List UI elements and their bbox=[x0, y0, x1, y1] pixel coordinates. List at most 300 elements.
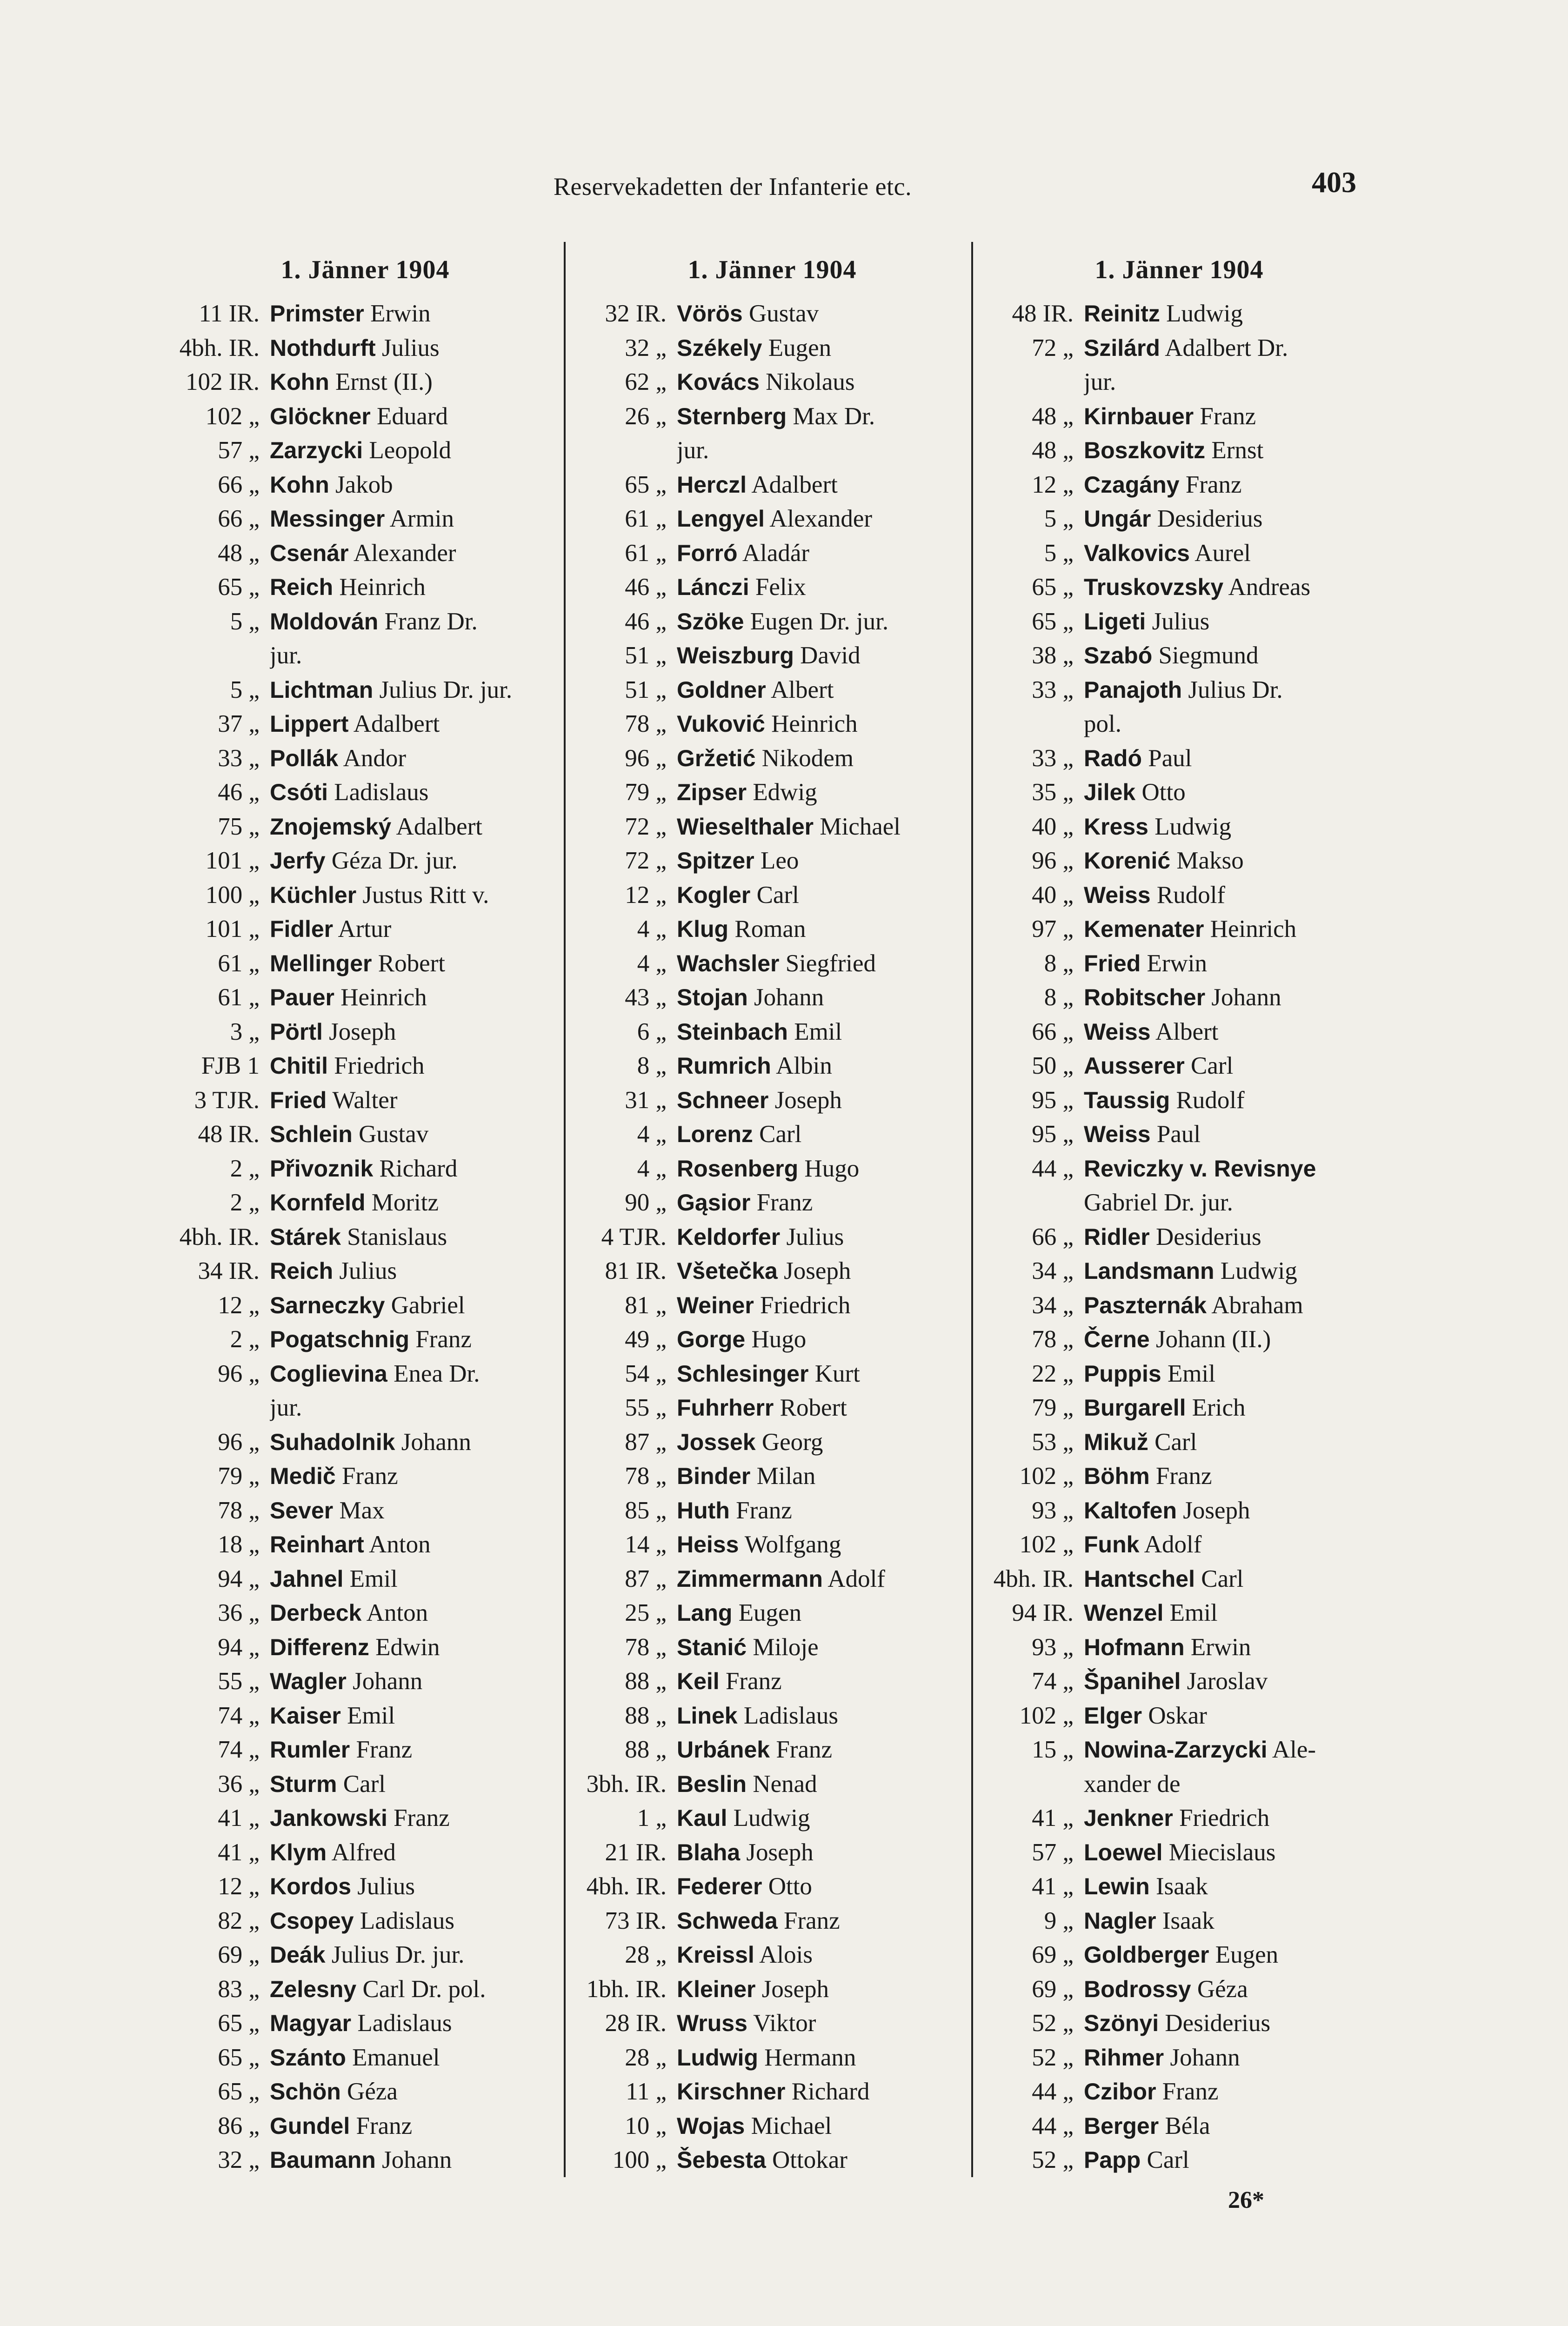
person-name bbox=[677, 1767, 965, 1802]
roster-entry bbox=[579, 468, 965, 502]
roster-list bbox=[579, 297, 965, 2178]
person-name bbox=[1084, 878, 1372, 913]
person-name bbox=[677, 1117, 965, 1152]
roster-entry bbox=[579, 2041, 965, 2075]
given-name: Emil bbox=[1169, 1599, 1218, 1626]
unit-label: 49 „ bbox=[625, 1326, 667, 1353]
given-name: xander de bbox=[1084, 1770, 1181, 1798]
given-name: Anton bbox=[369, 1531, 431, 1558]
unit-label: 93 „ bbox=[1032, 1633, 1074, 1661]
person-name bbox=[270, 1015, 558, 1049]
unit-label: 25 „ bbox=[625, 1599, 667, 1626]
person-name bbox=[1084, 1220, 1372, 1255]
roster-entry bbox=[986, 844, 1372, 878]
roster-entry bbox=[579, 844, 965, 878]
person-name bbox=[1084, 570, 1372, 605]
person-name bbox=[677, 1323, 965, 1357]
unit-label: 66 „ bbox=[1032, 1223, 1074, 1250]
roster-entry bbox=[579, 365, 965, 400]
person-name bbox=[270, 912, 558, 947]
roster-entry bbox=[172, 1015, 558, 1049]
surname: Ligeti bbox=[1084, 608, 1146, 635]
person-name bbox=[677, 1562, 965, 1597]
person-name bbox=[270, 1425, 558, 1460]
given-name: Rudolf bbox=[1176, 1086, 1245, 1114]
person-name bbox=[1084, 1596, 1372, 1631]
surname: Keldorfer bbox=[677, 1223, 781, 1250]
person-name bbox=[1084, 844, 1372, 878]
person-name bbox=[270, 1836, 558, 1870]
surname: Zimmermann bbox=[677, 1565, 823, 1592]
roster-entry bbox=[172, 1664, 558, 1699]
roster-entry bbox=[986, 1870, 1372, 1904]
unit-label: 69 „ bbox=[218, 1941, 260, 1968]
given-name: Nikodem bbox=[761, 744, 854, 772]
person-name bbox=[270, 1357, 558, 1391]
surname: Pogatschnig bbox=[270, 1326, 410, 1352]
roster-entry bbox=[579, 297, 965, 331]
surname: Forró bbox=[677, 540, 738, 566]
roster-entry bbox=[579, 1289, 965, 1323]
unit-label: 75 „ bbox=[218, 813, 260, 840]
roster-entry bbox=[986, 1972, 1372, 2007]
unit-label: 66 „ bbox=[218, 505, 260, 532]
surname: Böhm bbox=[1084, 1463, 1150, 1489]
roster-entry bbox=[172, 1528, 558, 1562]
roster-entry bbox=[986, 1631, 1372, 1665]
surname: Kordos bbox=[270, 1873, 351, 1899]
unit-label: 88 „ bbox=[625, 1702, 667, 1729]
person-name bbox=[1084, 1289, 1372, 1323]
unit-label: 11 „ bbox=[626, 2078, 667, 2105]
person-name bbox=[270, 981, 558, 1015]
given-name: Julius bbox=[1152, 608, 1210, 635]
given-name: Alois bbox=[759, 1941, 813, 1968]
roster-entry bbox=[172, 1152, 558, 1186]
person-name bbox=[270, 502, 558, 536]
person-name bbox=[270, 810, 558, 844]
person-name bbox=[677, 844, 965, 878]
person-name bbox=[677, 1664, 965, 1699]
roster-entry bbox=[579, 536, 965, 571]
given-name: Carl bbox=[759, 1121, 802, 1148]
unit-label: 4bh. IR. bbox=[993, 1565, 1074, 1592]
surname: Všetečka bbox=[677, 1258, 778, 1284]
roster-entry bbox=[986, 365, 1372, 400]
person-name bbox=[677, 1972, 965, 2007]
person-name bbox=[1084, 1972, 1372, 2007]
given-name: Adalbert bbox=[353, 710, 440, 737]
person-name bbox=[1084, 400, 1372, 434]
person-name bbox=[1084, 605, 1372, 639]
unit-label: 61 „ bbox=[625, 505, 667, 532]
given-name: Franz bbox=[1162, 2078, 1219, 2105]
person-name bbox=[270, 1117, 558, 1152]
unit-label: 43 „ bbox=[625, 984, 667, 1011]
unit-label: 5 „ bbox=[230, 676, 260, 703]
person-name bbox=[1084, 673, 1372, 708]
column-3 bbox=[986, 255, 1372, 2178]
surname: Hofmann bbox=[1084, 1634, 1185, 1660]
given-name: Michael bbox=[820, 813, 901, 840]
roster-entry bbox=[579, 1904, 965, 1938]
given-name: Franz bbox=[1155, 1463, 1212, 1490]
unit-label: 50 „ bbox=[1032, 1052, 1074, 1079]
unit-label: 12 „ bbox=[1032, 471, 1074, 498]
unit-label: 101 „ bbox=[205, 847, 260, 874]
roster-entry bbox=[172, 1323, 558, 1357]
person-name bbox=[270, 673, 558, 708]
roster-entry bbox=[986, 2006, 1372, 2041]
person-name bbox=[270, 605, 558, 639]
person-name bbox=[1084, 639, 1372, 673]
given-name: Aurel bbox=[1194, 539, 1251, 567]
roster-entry bbox=[579, 1220, 965, 1255]
unit-label: 10 „ bbox=[625, 2112, 667, 2139]
surname: Wachsler bbox=[677, 950, 780, 976]
unit-label: 87 „ bbox=[625, 1428, 667, 1456]
person-name bbox=[677, 1391, 965, 1425]
unit-label: 87 „ bbox=[625, 1565, 667, 1592]
given-name: Artur bbox=[338, 916, 392, 942]
roster-entry bbox=[986, 1664, 1372, 1699]
surname: Wieselthaler bbox=[677, 813, 814, 840]
roster-entry bbox=[986, 810, 1372, 844]
given-name: Friedrich bbox=[334, 1052, 425, 1079]
given-name: Erich bbox=[1192, 1394, 1246, 1421]
person-name bbox=[677, 2109, 965, 2144]
roster-entry bbox=[172, 810, 558, 844]
surname: Kreissl bbox=[677, 1942, 754, 1968]
given-name: Joseph bbox=[761, 1975, 829, 2003]
roster-entry bbox=[172, 2006, 558, 2041]
surname: Coglievina bbox=[270, 1360, 387, 1387]
surname: Španihel bbox=[1084, 1668, 1181, 1694]
roster-entry bbox=[172, 605, 558, 639]
surname: Schlesinger bbox=[677, 1360, 809, 1387]
unit-label: 52 „ bbox=[1032, 2010, 1074, 2037]
roster-entry bbox=[579, 1083, 965, 1118]
roster-entry bbox=[986, 947, 1372, 981]
person-name bbox=[1084, 2143, 1372, 2178]
given-name: Hugo bbox=[751, 1326, 807, 1353]
person-name bbox=[270, 400, 558, 434]
unit-label: 79 „ bbox=[218, 1463, 260, 1490]
unit-label: 94 „ bbox=[218, 1565, 260, 1592]
given-name: jur. bbox=[270, 642, 302, 669]
person-name bbox=[677, 2006, 965, 2041]
person-name bbox=[677, 605, 965, 639]
person-name bbox=[1084, 742, 1372, 776]
given-name: Gabriel bbox=[391, 1291, 465, 1319]
surname: Funk bbox=[1084, 1531, 1140, 1557]
surname: Herczl bbox=[677, 471, 747, 498]
unit-label: 32 IR. bbox=[605, 300, 667, 327]
person-name bbox=[677, 1289, 965, 1323]
surname: Kleiner bbox=[677, 1976, 756, 2002]
given-name: Joseph bbox=[329, 1018, 396, 1045]
unit-label: 96 „ bbox=[218, 1360, 260, 1387]
unit-label: 96 „ bbox=[625, 744, 667, 772]
person-name bbox=[270, 468, 558, 502]
unit-label: 65 „ bbox=[1032, 608, 1074, 635]
unit-label: 57 „ bbox=[1032, 1838, 1074, 1866]
unit-label: 8 „ bbox=[637, 1052, 667, 1079]
unit-label: 79 „ bbox=[625, 779, 667, 806]
person-name bbox=[1084, 502, 1372, 536]
roster-entry bbox=[579, 1562, 965, 1597]
surname: Stanić bbox=[677, 1634, 747, 1660]
unit-label: 57 „ bbox=[218, 437, 260, 464]
surname: Schweda bbox=[677, 1907, 778, 1934]
roster-entry bbox=[579, 775, 965, 810]
roster-entry bbox=[986, 1186, 1372, 1220]
given-name: Adalbert Dr. bbox=[1165, 334, 1288, 361]
roster-entry bbox=[172, 981, 558, 1015]
unit-label: 48 IR. bbox=[1012, 300, 1074, 327]
surname: Rosenberg bbox=[677, 1155, 799, 1182]
surname: Kohn bbox=[270, 369, 329, 395]
roster-entry bbox=[986, 1152, 1372, 1186]
person-name bbox=[270, 1323, 558, 1357]
surname: Černe bbox=[1084, 1326, 1150, 1352]
person-name bbox=[1084, 1117, 1372, 1152]
surname: Suhadolnik bbox=[270, 1429, 395, 1455]
roster-entry bbox=[986, 1699, 1372, 1733]
unit-label: 102 „ bbox=[205, 402, 260, 430]
surname: Wagler bbox=[270, 1668, 347, 1694]
surname: Lang bbox=[677, 1600, 733, 1626]
roster-entry bbox=[579, 331, 965, 366]
roster-entry bbox=[986, 1596, 1372, 1631]
person-name bbox=[1084, 1938, 1372, 1972]
unit-label: 79 „ bbox=[1032, 1394, 1074, 1421]
given-name: Robert bbox=[378, 949, 445, 977]
person-name bbox=[677, 912, 965, 947]
roster-entry bbox=[986, 1836, 1372, 1870]
unit-label: 35 „ bbox=[1032, 779, 1074, 806]
person-name bbox=[1084, 1186, 1372, 1220]
person-name bbox=[677, 742, 965, 776]
unit-label: 102 „ bbox=[1019, 1702, 1074, 1729]
roster-entry bbox=[172, 1049, 558, 1083]
surname: Kirschner bbox=[677, 2079, 786, 2105]
roster-entry bbox=[986, 1767, 1372, 1802]
given-name: Johann bbox=[1170, 2044, 1240, 2071]
unit-label: 34 „ bbox=[1032, 1291, 1074, 1319]
given-name: Viktor bbox=[753, 2010, 816, 2037]
roster-entry bbox=[579, 1596, 965, 1631]
person-name bbox=[1084, 1459, 1372, 1494]
surname: Wenzel bbox=[1084, 1600, 1164, 1626]
unit-label: 95 „ bbox=[1032, 1086, 1074, 1114]
given-name: jur. bbox=[677, 437, 709, 464]
unit-label: 93 „ bbox=[1032, 1497, 1074, 1524]
unit-label: 4bh. IR. bbox=[586, 1873, 667, 1900]
given-name: Carl bbox=[1154, 1428, 1197, 1456]
given-name: Leo bbox=[760, 847, 799, 874]
column-heading: 1. Jänner 1904 bbox=[280, 255, 450, 284]
surname: Urbánek bbox=[677, 1737, 770, 1763]
person-name bbox=[270, 1801, 558, 1836]
given-name: Otto bbox=[768, 1873, 812, 1900]
unit-label: 52 „ bbox=[1032, 2146, 1074, 2173]
unit-label: 85 „ bbox=[625, 1497, 667, 1524]
unit-label: 82 „ bbox=[218, 1907, 260, 1934]
surname: Jahnel bbox=[270, 1565, 344, 1592]
roster-entry bbox=[579, 673, 965, 708]
given-name: Hugo bbox=[804, 1155, 860, 1182]
surname: Korenić bbox=[1084, 848, 1171, 874]
unit-label: 26 „ bbox=[625, 402, 667, 430]
column-2 bbox=[579, 255, 965, 2178]
person-name bbox=[270, 331, 558, 366]
given-name: Wolfgang bbox=[744, 1531, 841, 1558]
person-name bbox=[1084, 1391, 1372, 1425]
roster-entry bbox=[172, 878, 558, 913]
roster-entry bbox=[986, 1254, 1372, 1289]
given-name: Joseph bbox=[774, 1086, 842, 1114]
given-name: Carl bbox=[343, 1770, 386, 1798]
surname: Reviczky v. Revisnye bbox=[1084, 1155, 1316, 1182]
person-name bbox=[270, 1220, 558, 1255]
unit-label: 54 „ bbox=[625, 1360, 667, 1387]
person-name bbox=[677, 365, 965, 400]
given-name: Siegmund bbox=[1158, 642, 1259, 669]
person-name bbox=[270, 1938, 558, 1972]
roster-entry bbox=[172, 331, 558, 366]
roster-entry bbox=[986, 1528, 1372, 1562]
surname: Spitzer bbox=[677, 848, 754, 874]
surname: Goldberger bbox=[1084, 1942, 1209, 1968]
unit-label: 36 „ bbox=[218, 1770, 260, 1798]
surname: Reinitz bbox=[1084, 301, 1160, 327]
unit-label: 72 „ bbox=[1032, 334, 1074, 361]
person-name bbox=[1084, 1494, 1372, 1528]
given-name: Emil bbox=[794, 1018, 842, 1045]
surname: Jenkner bbox=[1084, 1805, 1173, 1831]
roster-entry bbox=[986, 434, 1372, 468]
given-name: Roman bbox=[734, 916, 806, 942]
person-name bbox=[270, 2109, 558, 2144]
roster-entry bbox=[986, 1801, 1372, 1836]
given-name: Georg bbox=[761, 1428, 823, 1456]
given-name: Julius bbox=[786, 1223, 844, 1250]
person-name bbox=[677, 331, 965, 366]
person-name bbox=[270, 1186, 558, 1220]
given-name: jur. bbox=[1084, 368, 1116, 395]
given-name: Adolf bbox=[827, 1565, 885, 1592]
unit-label: 46 „ bbox=[625, 608, 667, 635]
surname: Elger bbox=[1084, 1702, 1142, 1729]
given-name: Nikolaus bbox=[766, 368, 855, 395]
unit-label: 65 „ bbox=[1032, 574, 1074, 601]
unit-label: 97 „ bbox=[1032, 916, 1074, 942]
surname: Messinger bbox=[270, 506, 385, 532]
surname: Jerfy bbox=[270, 848, 326, 874]
roster-entry bbox=[172, 844, 558, 878]
given-name: Alexander bbox=[353, 539, 456, 567]
person-name bbox=[1084, 1152, 1372, 1186]
unit-label: 72 „ bbox=[625, 847, 667, 874]
person-name bbox=[677, 810, 965, 844]
roster-entry bbox=[172, 502, 558, 536]
surname: Linek bbox=[677, 1702, 738, 1729]
unit-label: 5 „ bbox=[230, 608, 260, 635]
unit-label: 3bh. IR. bbox=[586, 1770, 667, 1798]
person-name bbox=[677, 1938, 965, 1972]
unit-label: 48 IR. bbox=[198, 1121, 260, 1148]
given-name: Ludwig bbox=[1154, 813, 1232, 840]
surname: Sever bbox=[270, 1497, 334, 1524]
given-name: Miecislaus bbox=[1168, 1838, 1276, 1866]
roster-entry bbox=[172, 1631, 558, 1665]
surname: Medič bbox=[270, 1463, 336, 1489]
given-name: Stanislaus bbox=[347, 1223, 447, 1250]
given-name: Andreas bbox=[1228, 574, 1311, 601]
surname: Taussig bbox=[1084, 1087, 1170, 1113]
roster-entry bbox=[172, 1357, 558, 1391]
person-name bbox=[1084, 1528, 1372, 1562]
roster-entry bbox=[986, 2041, 1372, 2075]
roster-entry bbox=[986, 1904, 1372, 1938]
person-name bbox=[1084, 331, 1372, 366]
given-name: Ottokar bbox=[772, 2146, 847, 2173]
roster-entry bbox=[172, 2075, 558, 2109]
person-name bbox=[1084, 1699, 1372, 1733]
roster-entry bbox=[986, 1323, 1372, 1357]
roster-entry bbox=[986, 2075, 1372, 2109]
roster-entry bbox=[986, 2143, 1372, 2178]
person-name bbox=[677, 1836, 965, 1870]
given-name: Isaak bbox=[1162, 1907, 1214, 1934]
person-name bbox=[677, 878, 965, 913]
surname: Lichtman bbox=[270, 676, 374, 703]
roster-entry bbox=[172, 912, 558, 947]
given-name: Jakob bbox=[335, 471, 393, 498]
unit-label: 74 „ bbox=[218, 1736, 260, 1763]
surname: Weiner bbox=[677, 1292, 754, 1318]
given-name: Julius bbox=[339, 1257, 397, 1284]
unit-label: 100 „ bbox=[612, 2146, 667, 2173]
unit-label: 28 „ bbox=[625, 1941, 667, 1968]
person-name bbox=[677, 1801, 965, 1836]
person-name bbox=[1084, 1357, 1372, 1391]
unit-label: 61 „ bbox=[218, 984, 260, 1011]
surname: Puppis bbox=[1084, 1360, 1161, 1387]
person-name bbox=[677, 1220, 965, 1255]
given-name: Emanuel bbox=[352, 2044, 440, 2071]
given-name: Otto bbox=[1141, 779, 1186, 806]
surname: Radó bbox=[1084, 745, 1142, 771]
roster-entry bbox=[579, 878, 965, 913]
given-name: Franz bbox=[394, 1805, 450, 1831]
roster-entry bbox=[579, 2075, 965, 2109]
roster-entry bbox=[172, 1836, 558, 1870]
column-1 bbox=[172, 255, 558, 2178]
person-name bbox=[270, 1596, 558, 1631]
roster-entry bbox=[986, 1117, 1372, 1152]
unit-label: 74 „ bbox=[1032, 1668, 1074, 1695]
roster-entry bbox=[986, 1357, 1372, 1391]
given-name: Kurt bbox=[814, 1360, 860, 1387]
roster-entry bbox=[579, 981, 965, 1015]
surname: Kogler bbox=[677, 882, 751, 908]
given-name: Max Dr. bbox=[793, 402, 875, 430]
surname: Zarzycki bbox=[270, 437, 363, 463]
surname: Kirnbauer bbox=[1084, 403, 1194, 429]
roster-entry bbox=[579, 742, 965, 776]
